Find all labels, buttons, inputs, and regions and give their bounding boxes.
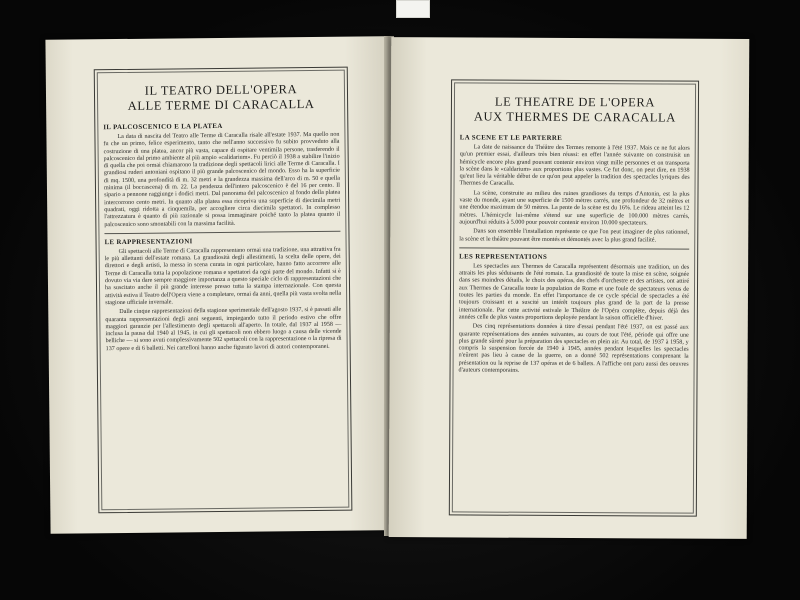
left-page-frame xyxy=(94,67,353,514)
left-divider xyxy=(104,231,340,234)
left-section-1-heading: IL PALCOSCENICO E LA PLATEA xyxy=(103,122,223,132)
left-section-2-paragraph-1: Gli spettacoli alle Terme di Caracalla rappresentano ormai una tradizione, una attrattiva fra le più allettanti dell'estate romana. La grandiosità degli allestimenti, la scelta delle opere, dei direttori e degli artisti, la messa in scena curata in ogni particolare, hanno fatto accorrere alle Terme di Caracalla tutta la popolazione romana e spettatori da ogni parte del mondo. Infatti si è dovuto via via dare sempre maggiore importanza a questo speciale ciclo di rappresentazioni che ha suscitato anche il più grande interesse presso tutta la stampa internazionale. Con questa attività estiva il Teatro dell'Opera viene a completare, ormai da anni, quella più vasta svolta nella stagione ufficiale invernale. xyxy=(104,246,342,307)
right-title-line-1: LE THEATRE DE L'OPERA xyxy=(494,94,656,110)
left-title-line-2: ALLE TERME DI CARACALLA xyxy=(127,96,315,113)
left-section-2-paragraph-2: Dalle cinque rappresentazioni della stagione sperimentale dell'agosto 1937, si è passati alle quaranta rappresentazioni degli anni seguenti, impiegando tutto il periodo estivo che offre maggiori garanzie per l'allestimento degli spettacoli all'aperto. In totale, dal 1937 al 1958 — inclusa la pausa dal 1940 al 1945, in cui gli spettacoli non ebbero luogo a causa delle vicende belliche — si sono avuti complessivamente 502 spettacoli con la rappresentazione o la ripresa di 137 opere e di 6 balletti. Nei cartelloni hanno anche figurato lavori di autori contemporanei. xyxy=(105,306,342,352)
left-page xyxy=(45,36,390,534)
left-section-2-heading: LE RAPPRESENTAZIONI xyxy=(104,238,193,247)
left-section-1-paragraph: La data di nascita del Teatro alle Terme di Caracalla risale all'estate 1937. Ma quello non fu che un primo, felice esperimento, tanto che nell'anno successivo fu subito provveduto alla costruzione di una platea, ancor più vasta, capace di ospitare ventimila persone, trasferendo il palcoscenico dal primo ambiente al più ampio «calidarium». Fu perciò il 1938 a stabilire l'inizio di quella che poi ormai chiamarono la tradizione degli spettacoli lirici alle Terme di Caracalla. I grandiosi ruderi antoniani ospitano il più grande palcoscenico del mondo. Esso ha la superficie di mq. 1500, una profondità di m. 32 metri e la grandezza massima dell'arco di m. 50 e quella minima (il boccascena) di m. 22. La pendenza dell'intero palcoscenico è del 16 per cento. Il sipario a pennone raggiunge i dodici metri. Dal panorama del palcoscenico al fondo della platea intercorrono cento metri. In quanto alla platea essa ricopriva una superficie di diecimila metri quadrati, oggi ridotta a cinquemila, per accogliere circa diecimila spettatori. In complesso l'attrezzatura è quanto di più razionale si possa immaginare poiché tanto la platea quanto il palcoscenico sono smontabili con la massima facilità. xyxy=(103,131,341,228)
paper-clip-tab xyxy=(396,0,430,18)
left-title-line-1: IL TEATRO DELL'OPERA xyxy=(144,82,298,98)
left-page-title xyxy=(103,82,339,114)
right-section-1-paragraph-2: La scène, construite au milieu des ruines grandioses du temps d'Antonin, est la plus vaste du monde, ayant une superficie de 1500 mètres carrés, une profondeur de 32 mètres et une étendue maximum de 50 mètres. La pente de la scène est du 16%. Le rideau atteint les 12 mètres. L'hémicycle lui-même s'étend sur une superficie de 100.000 mètres carrés, aujourd'hui réduits à 5.000 pour pouvoir contenir environ 10.000 spectateurs. xyxy=(459,190,690,227)
right-divider xyxy=(459,247,689,249)
right-section-2-paragraph-1: Les spectacles aux Thermes de Caracalla représentent désormais une tradition, un des attraits les plus séduisants de l'été romain. La grandiosité de toute la mise en scène, soignée dans ses moindres détails, le choix des opéras, des chefs d'orchestre et des artistes, ont attiré aux Thermes de Caracalla toute la population de Rome et une foule de spectateurs venus de toutes les parties du monde. En effet l'importance de ce cycle spécial de spectacles a été toujours croissant et a suscité un intérêt toujours plus grand de la part de la presse internationale. Par cette activité estivale le Théâtre de l'Opéra complète, depuis déjà des années celle de plus vastes proportions deployée pendant la saison officielle d'hiver. xyxy=(458,263,690,322)
right-section-1-heading: LA SCENE ET LE PARTERRE xyxy=(459,134,563,142)
right-section-2-paragraph-2: Des cinq représentations données à titre d'essai pendant l'été 1937, on est passé aux quarante représentations des années suivantes, au cours de tout l'été, période qui offre une plus grande sûreté pour la préparation des spectacles en plein air. Au total, de 1937 à 1958, y compris la suspension forcée de 1940 à 1945, années pendant lesquelles les spectacles n'eûrent pas lieu à cause de la guerre, on a donné 502 représentations comprenant la présentation ou la reprise de 137 opéras et de 6 ballets. A l'affiche ont paru aussi des oeuvres d'auteurs contemporains. xyxy=(458,323,689,374)
right-section-2-heading: LES REPRESENTATIONS xyxy=(459,253,548,261)
right-section-1-paragraph-3: Dans son ensemble l'installation représente ce que l'on peut imaginer de plus rationnel, la scène et le théâtre pouvant être montés et démontés avec la plus grand facilité. xyxy=(459,228,690,244)
right-page-title xyxy=(460,94,690,125)
right-title-line-2: AUX THERMES DE CARACALLA xyxy=(473,109,676,125)
right-page xyxy=(389,37,750,539)
right-page-frame xyxy=(449,79,699,516)
right-section-1-paragraph-1: La date de naissance du Théâtre des Termes remonte à l'été 1937. Mais ce ne fut alors qu'un premier essai, d'ailleurs très bien réussi: en effet l'année suivante on construisit un hémicycle encore plus grand pouvant contenir environ vingt mille personnes et on transporta la scène dans le «caldarium» aux proportions plus vastes. Ce fut donc, on peut dire, en 1938 qu'eut lieu la véritable début de ce qu'on peut appeler la tradition des spectacles lyriques des Thermes de Caracalla. xyxy=(459,144,690,188)
